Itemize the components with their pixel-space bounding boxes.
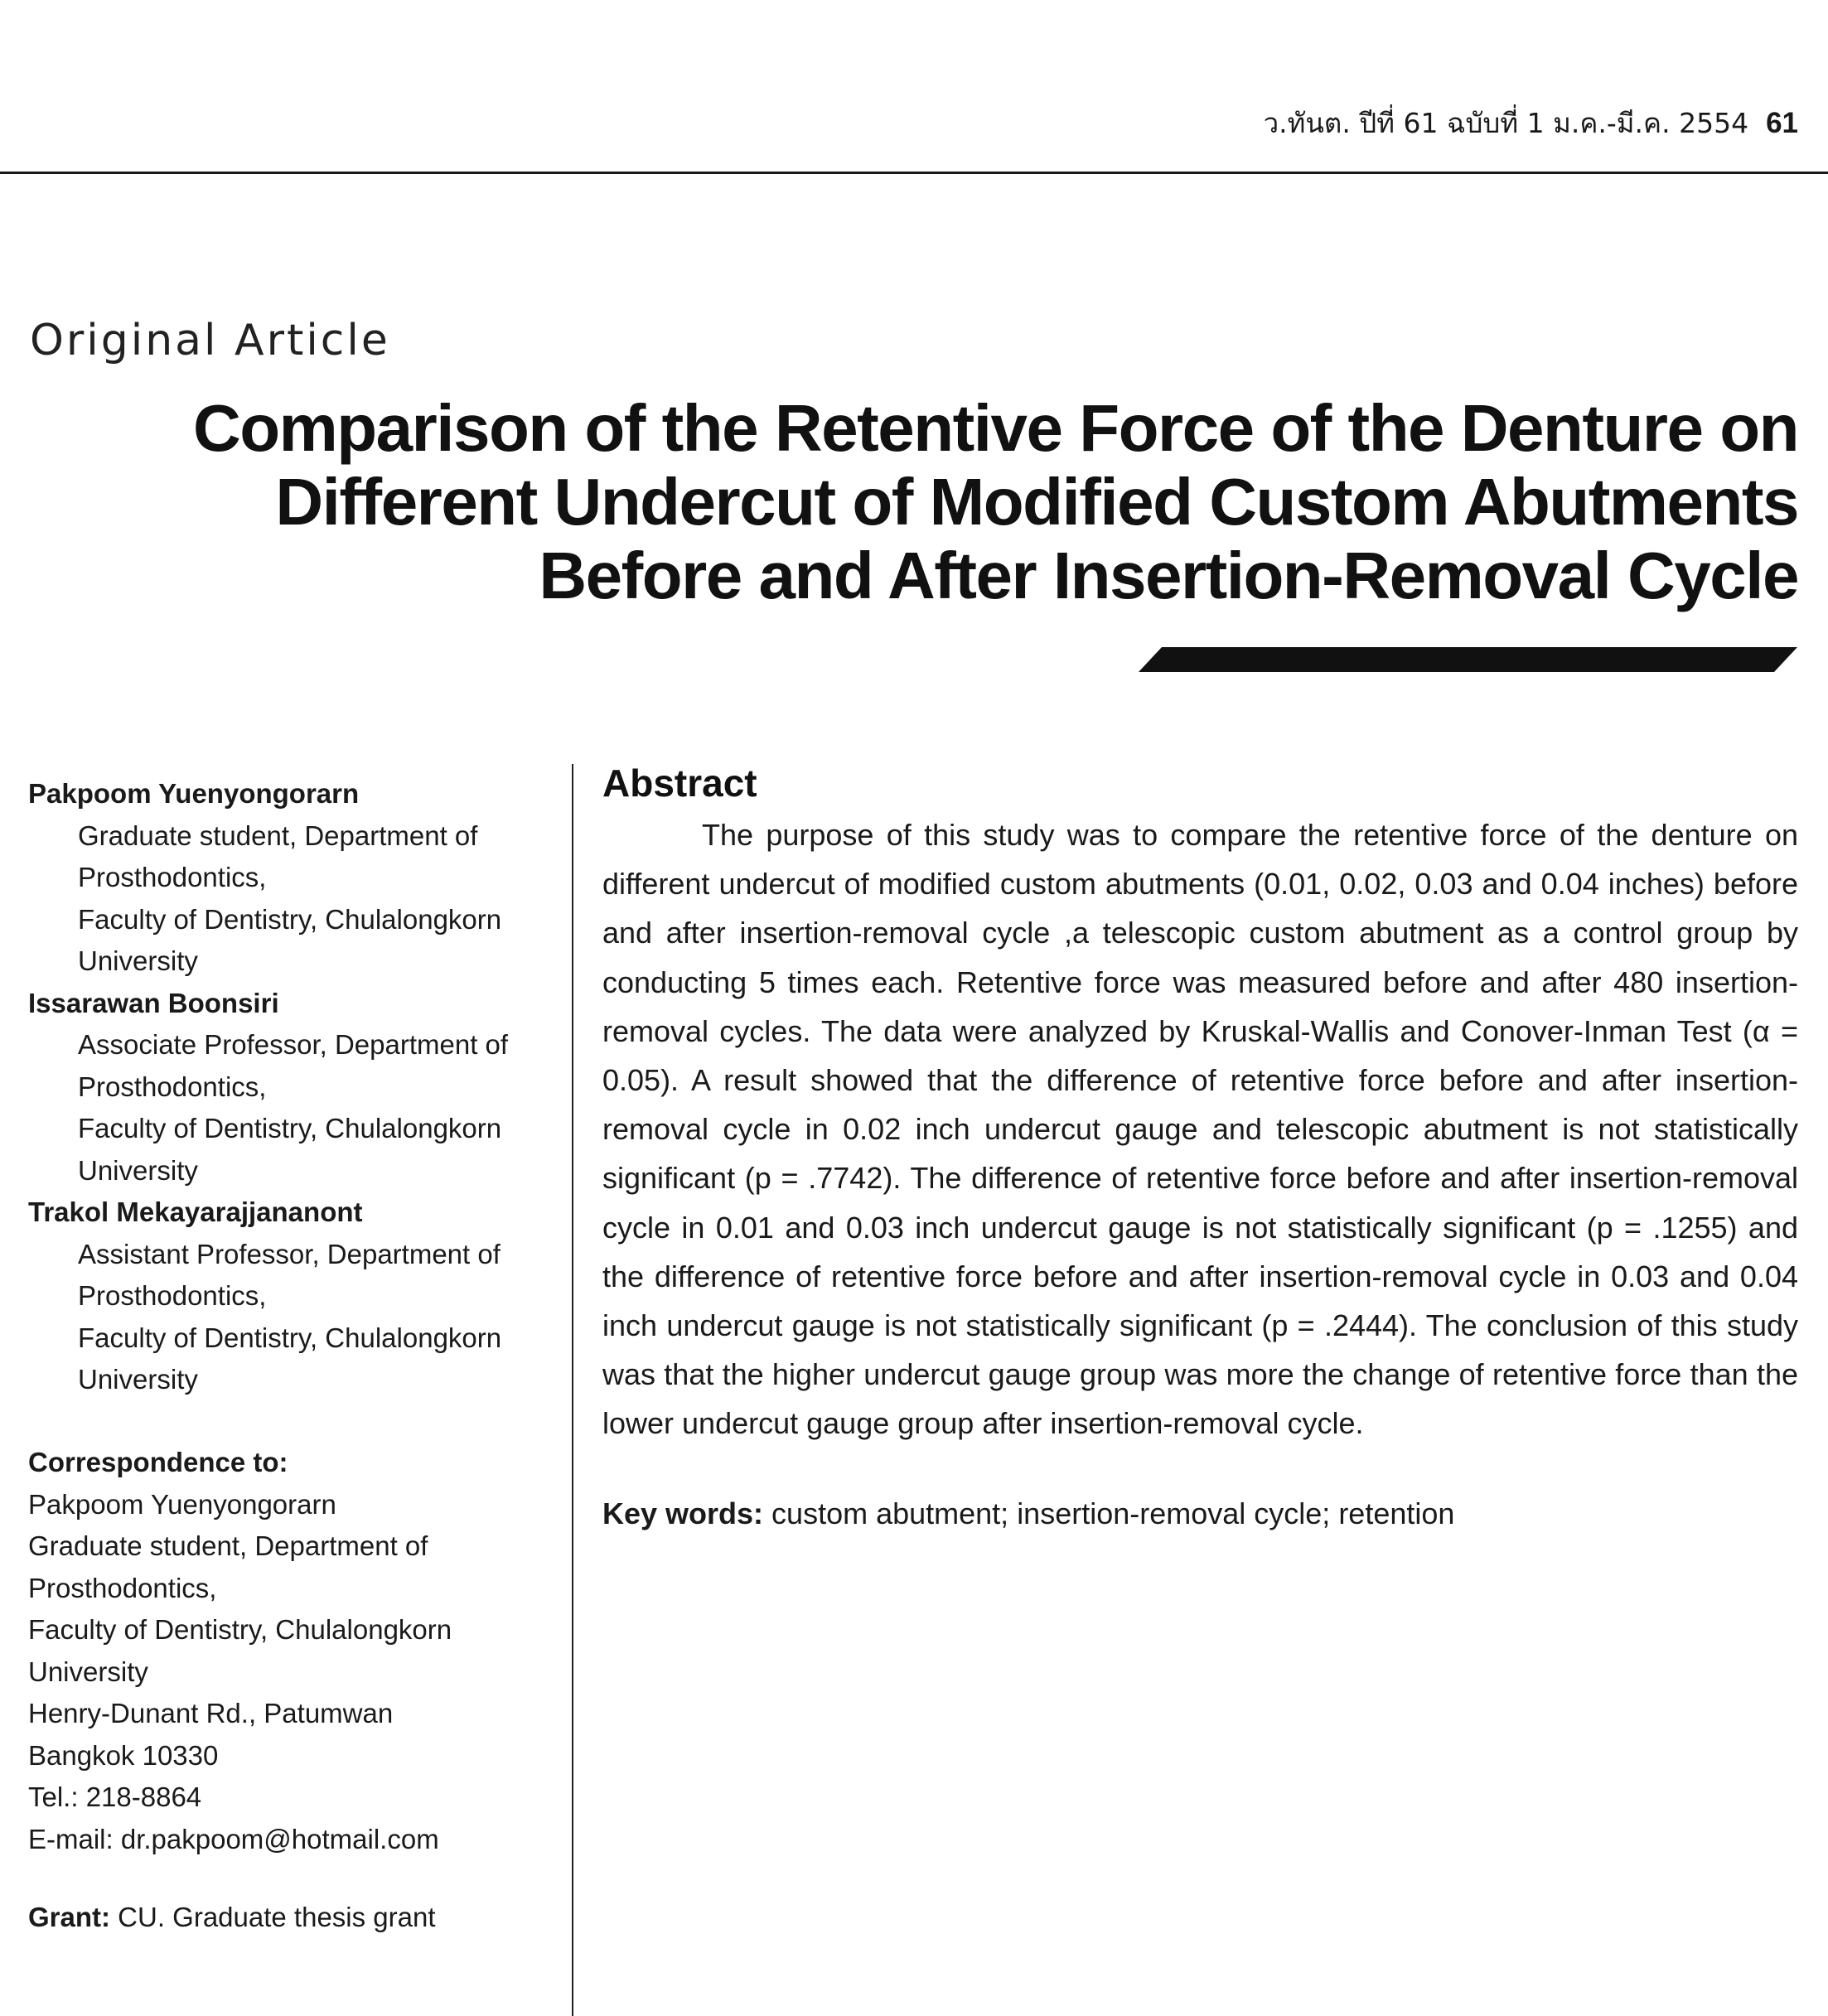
header-rule	[0, 172, 1828, 174]
author-block	[28, 1192, 559, 1401]
affiliation-line: Prosthodontics,	[78, 862, 267, 892]
author-affiliation	[28, 1024, 559, 1192]
correspondence-block	[28, 1442, 559, 1860]
affiliation-line: Prosthodontics,	[78, 1280, 267, 1311]
correspondence-line: Henry-Dunant Rd., Patumwan	[28, 1698, 394, 1728]
correspondence-line: University	[28, 1656, 148, 1687]
affiliation-line: Faculty of Dentistry, Chulalongkorn	[78, 1113, 502, 1143]
page-number: 61	[1766, 107, 1798, 139]
affiliation-line: University	[78, 945, 198, 976]
affiliation-line: Graduate student, Department of	[78, 819, 478, 851]
grant-label: Grant:	[28, 1902, 110, 1932]
correspondence-line: Tel.: 218-8864	[28, 1782, 202, 1812]
article-title: Comparison of the Retentive Force of the Denture on Different Undercut of Modified Custom Abutments Before and After Insertion-Removal Cycle	[192, 391, 1798, 612]
abstract-heading: Abstract	[602, 761, 757, 805]
correspondence-line: Bangkok 10330	[28, 1739, 219, 1771]
correspondence-heading: Correspondence to:	[28, 1447, 288, 1477]
author-name: Trakol Mekayarajjananont	[28, 1197, 363, 1227]
keywords-label: Key words:	[602, 1496, 764, 1530]
keywords-line	[602, 1496, 1454, 1531]
affiliation-line: Faculty of Dentistry, Chulalongkorn	[78, 1322, 502, 1353]
article-type: Original Article	[30, 316, 390, 365]
affiliation-line: University	[78, 1364, 198, 1395]
correspondence-line: Graduate student, Department of	[28, 1530, 428, 1561]
correspondence-email: E-mail: dr.pakpoom@hotmail.com	[28, 1823, 439, 1854]
keywords-value: custom abutment; insertion-removal cycle; retention	[763, 1496, 1455, 1530]
author-name: Pakpoom Yuenyongorarn	[28, 778, 360, 809]
affiliation-line: Faculty of Dentistry, Chulalongkorn	[78, 903, 502, 935]
author-list	[28, 773, 559, 1401]
author-name: Issarawan Boonsiri	[28, 987, 279, 1018]
running-header	[1264, 101, 1798, 145]
author-block	[28, 983, 559, 1192]
correspondence-line: Faculty of Dentistry, Chulalongkorn	[28, 1614, 452, 1645]
affiliation-line: Assistant Professor, Department of	[78, 1238, 501, 1269]
abstract-body: The purpose of this study was to compare the retentive force of the denture on different undercut of modified custom abutments (0.01, 0.02, 0.03 and 0.04 inches) before and after insertion-removal cycle ,a telescopic custom abutment as a control group by conducting 5 times each. Retentive force was measured before and after 480 insertion-removal cycles. The data were analyzed by Kruskal-Wallis and Conover-Inman Test (α = 0.05). A result showed that the difference of retentive force before and after insertion-removal cycle in 0.02 inch undercut gauge and telescopic abutment is not statistically significant (p = .7742). The difference of retentive force before and after insertion-removal cycle in 0.01 and 0.03 inch undercut gauge is not statistically significant (p = .1255) and the difference of retentive force before and after insertion-removal cycle in 0.03 and 0.04 inch undercut gauge is not statistically significant (p = .2444). The conclusion of this study was that the higher undercut gauge group was more the change of retentive force than the lower undercut gauge group after insertion-removal cycle.	[602, 818, 1798, 1441]
grant-value: CU. Graduate thesis grant	[110, 1902, 436, 1932]
author-block	[28, 773, 559, 983]
affiliation-line: Associate Professor, Department of	[78, 1029, 509, 1060]
grant-line	[28, 1902, 436, 1933]
author-affiliation	[28, 1234, 559, 1401]
column-divider	[572, 764, 573, 2016]
affiliation-line: University	[78, 1154, 198, 1186]
affiliation-line: Prosthodontics,	[78, 1071, 267, 1102]
author-affiliation	[28, 815, 559, 983]
title-underline-bar	[1139, 647, 1797, 672]
correspondence-line: Prosthodontics,	[28, 1572, 217, 1603]
journal-info: ว.ทันต. ปีที่ 61 ฉบับที่ 1 ม.ค.-มี.ค. 2554	[1263, 107, 1749, 139]
correspondence-line: Pakpoom Yuenyongorarn	[28, 1488, 336, 1520]
